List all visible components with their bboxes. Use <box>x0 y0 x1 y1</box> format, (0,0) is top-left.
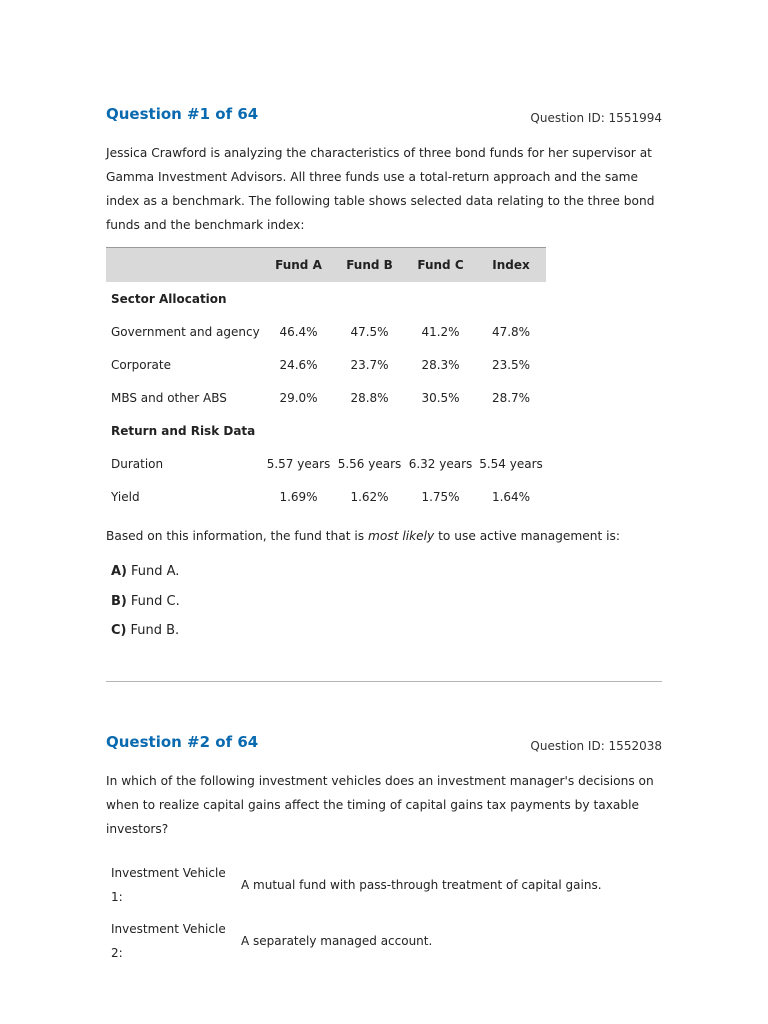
table-cell: 47.5% <box>350 324 389 339</box>
vehicle-description: A separately managed account. <box>241 934 433 948</box>
fund-data-table <box>106 247 546 513</box>
table-header-cell: Fund A <box>263 248 334 283</box>
table-header-cell: Fund C <box>405 248 476 283</box>
table-cell: 47.8% <box>491 324 531 339</box>
table-cell: 29.0% <box>279 390 318 405</box>
table-section-row <box>106 414 546 447</box>
question-1-title: Question #1 of 64 <box>106 105 259 123</box>
table-cell: 5.54 years <box>479 456 543 471</box>
section-title: Return and Risk Data <box>111 423 256 438</box>
prompt-text: to use active management is: <box>434 529 620 543</box>
question-2-id: Question ID: 1552038 <box>530 739 662 753</box>
table-header-cell: Index <box>476 248 546 283</box>
table-cell: 28.7% <box>491 390 531 405</box>
table-cell: 1.62% <box>350 489 389 504</box>
question-1-prompt <box>106 524 662 548</box>
table-cell: 46.4% <box>279 324 318 339</box>
table-cell: 28.3% <box>421 357 460 372</box>
question-2-title: Question #2 of 64 <box>106 733 259 751</box>
question-2-stem: In which of the following investment vehicles does an investment manager's decisions on when to realize capital gains affect the timing of capital gains tax payments by taxable investors? <box>106 774 654 836</box>
row-label: MBS and other ABS <box>111 390 227 405</box>
table-row <box>106 447 546 480</box>
table-cell: 5.57 years <box>266 456 331 471</box>
answer-choices <box>111 562 180 651</box>
table-row <box>106 480 546 513</box>
table-section-row <box>106 282 546 315</box>
table-cell: 24.6% <box>279 357 318 372</box>
choice-letter: A) <box>111 564 128 579</box>
table-row <box>106 315 546 348</box>
table-cell: 5.56 years <box>337 456 402 471</box>
table-cell: 23.7% <box>350 357 389 372</box>
choice-text: Fund C. <box>130 593 180 609</box>
choice-text: Fund B. <box>130 623 180 638</box>
answer-choice-a[interactable] <box>111 562 180 592</box>
table-row <box>106 857 662 913</box>
prompt-emphasis: most likely <box>368 529 435 543</box>
answer-choice-c[interactable] <box>111 621 180 651</box>
table-cell: 1.69% <box>279 489 318 504</box>
choice-letter: B) <box>111 593 127 609</box>
vehicle-description: A mutual fund with pass-through treatment of capital gains. <box>241 878 602 892</box>
row-label: Corporate <box>111 357 171 372</box>
table-cell: 1.64% <box>491 489 531 504</box>
table-cell: 1.75% <box>421 489 460 504</box>
table-row <box>106 381 546 414</box>
choice-letter: C) <box>111 623 127 638</box>
table-cell: 28.8% <box>350 390 389 405</box>
question-1-id: Question ID: 1551994 <box>530 111 662 125</box>
question-2-header <box>106 732 662 756</box>
row-label: Duration <box>111 456 164 471</box>
table-cell: 30.5% <box>421 390 460 405</box>
question-1-header <box>106 104 662 128</box>
table-row <box>106 913 662 969</box>
section-title: Sector Allocation <box>111 291 227 306</box>
question-divider <box>106 681 662 682</box>
table-cell: 23.5% <box>491 357 531 372</box>
row-label: Government and agency <box>111 324 260 339</box>
vehicle-name: Investment Vehicle 2: <box>111 922 226 960</box>
answer-choice-b[interactable] <box>111 592 180 622</box>
vehicle-name: Investment Vehicle 1: <box>111 866 226 904</box>
prompt-text: Based on this information, the fund that is <box>106 529 369 543</box>
question-1-stem: Jessica Crawford is analyzing the characteristics of three bond funds for her supervisor at Gamma Investment Advisors. All three funds use a total-return approach and the same index as a benchmark. The following table shows selected data relating to the three bond funds and the benchmark index: <box>106 146 655 232</box>
table-cell: 6.32 years <box>408 456 473 471</box>
table-header-cell <box>106 248 263 283</box>
table-cell: 41.2% <box>421 324 460 339</box>
choice-text: Fund A. <box>131 564 180 579</box>
table-row <box>106 348 546 381</box>
table-header-cell: Fund B <box>334 248 405 283</box>
table-header-row <box>106 248 546 283</box>
row-label: Yield <box>111 489 140 504</box>
investment-vehicles-table <box>106 857 662 969</box>
